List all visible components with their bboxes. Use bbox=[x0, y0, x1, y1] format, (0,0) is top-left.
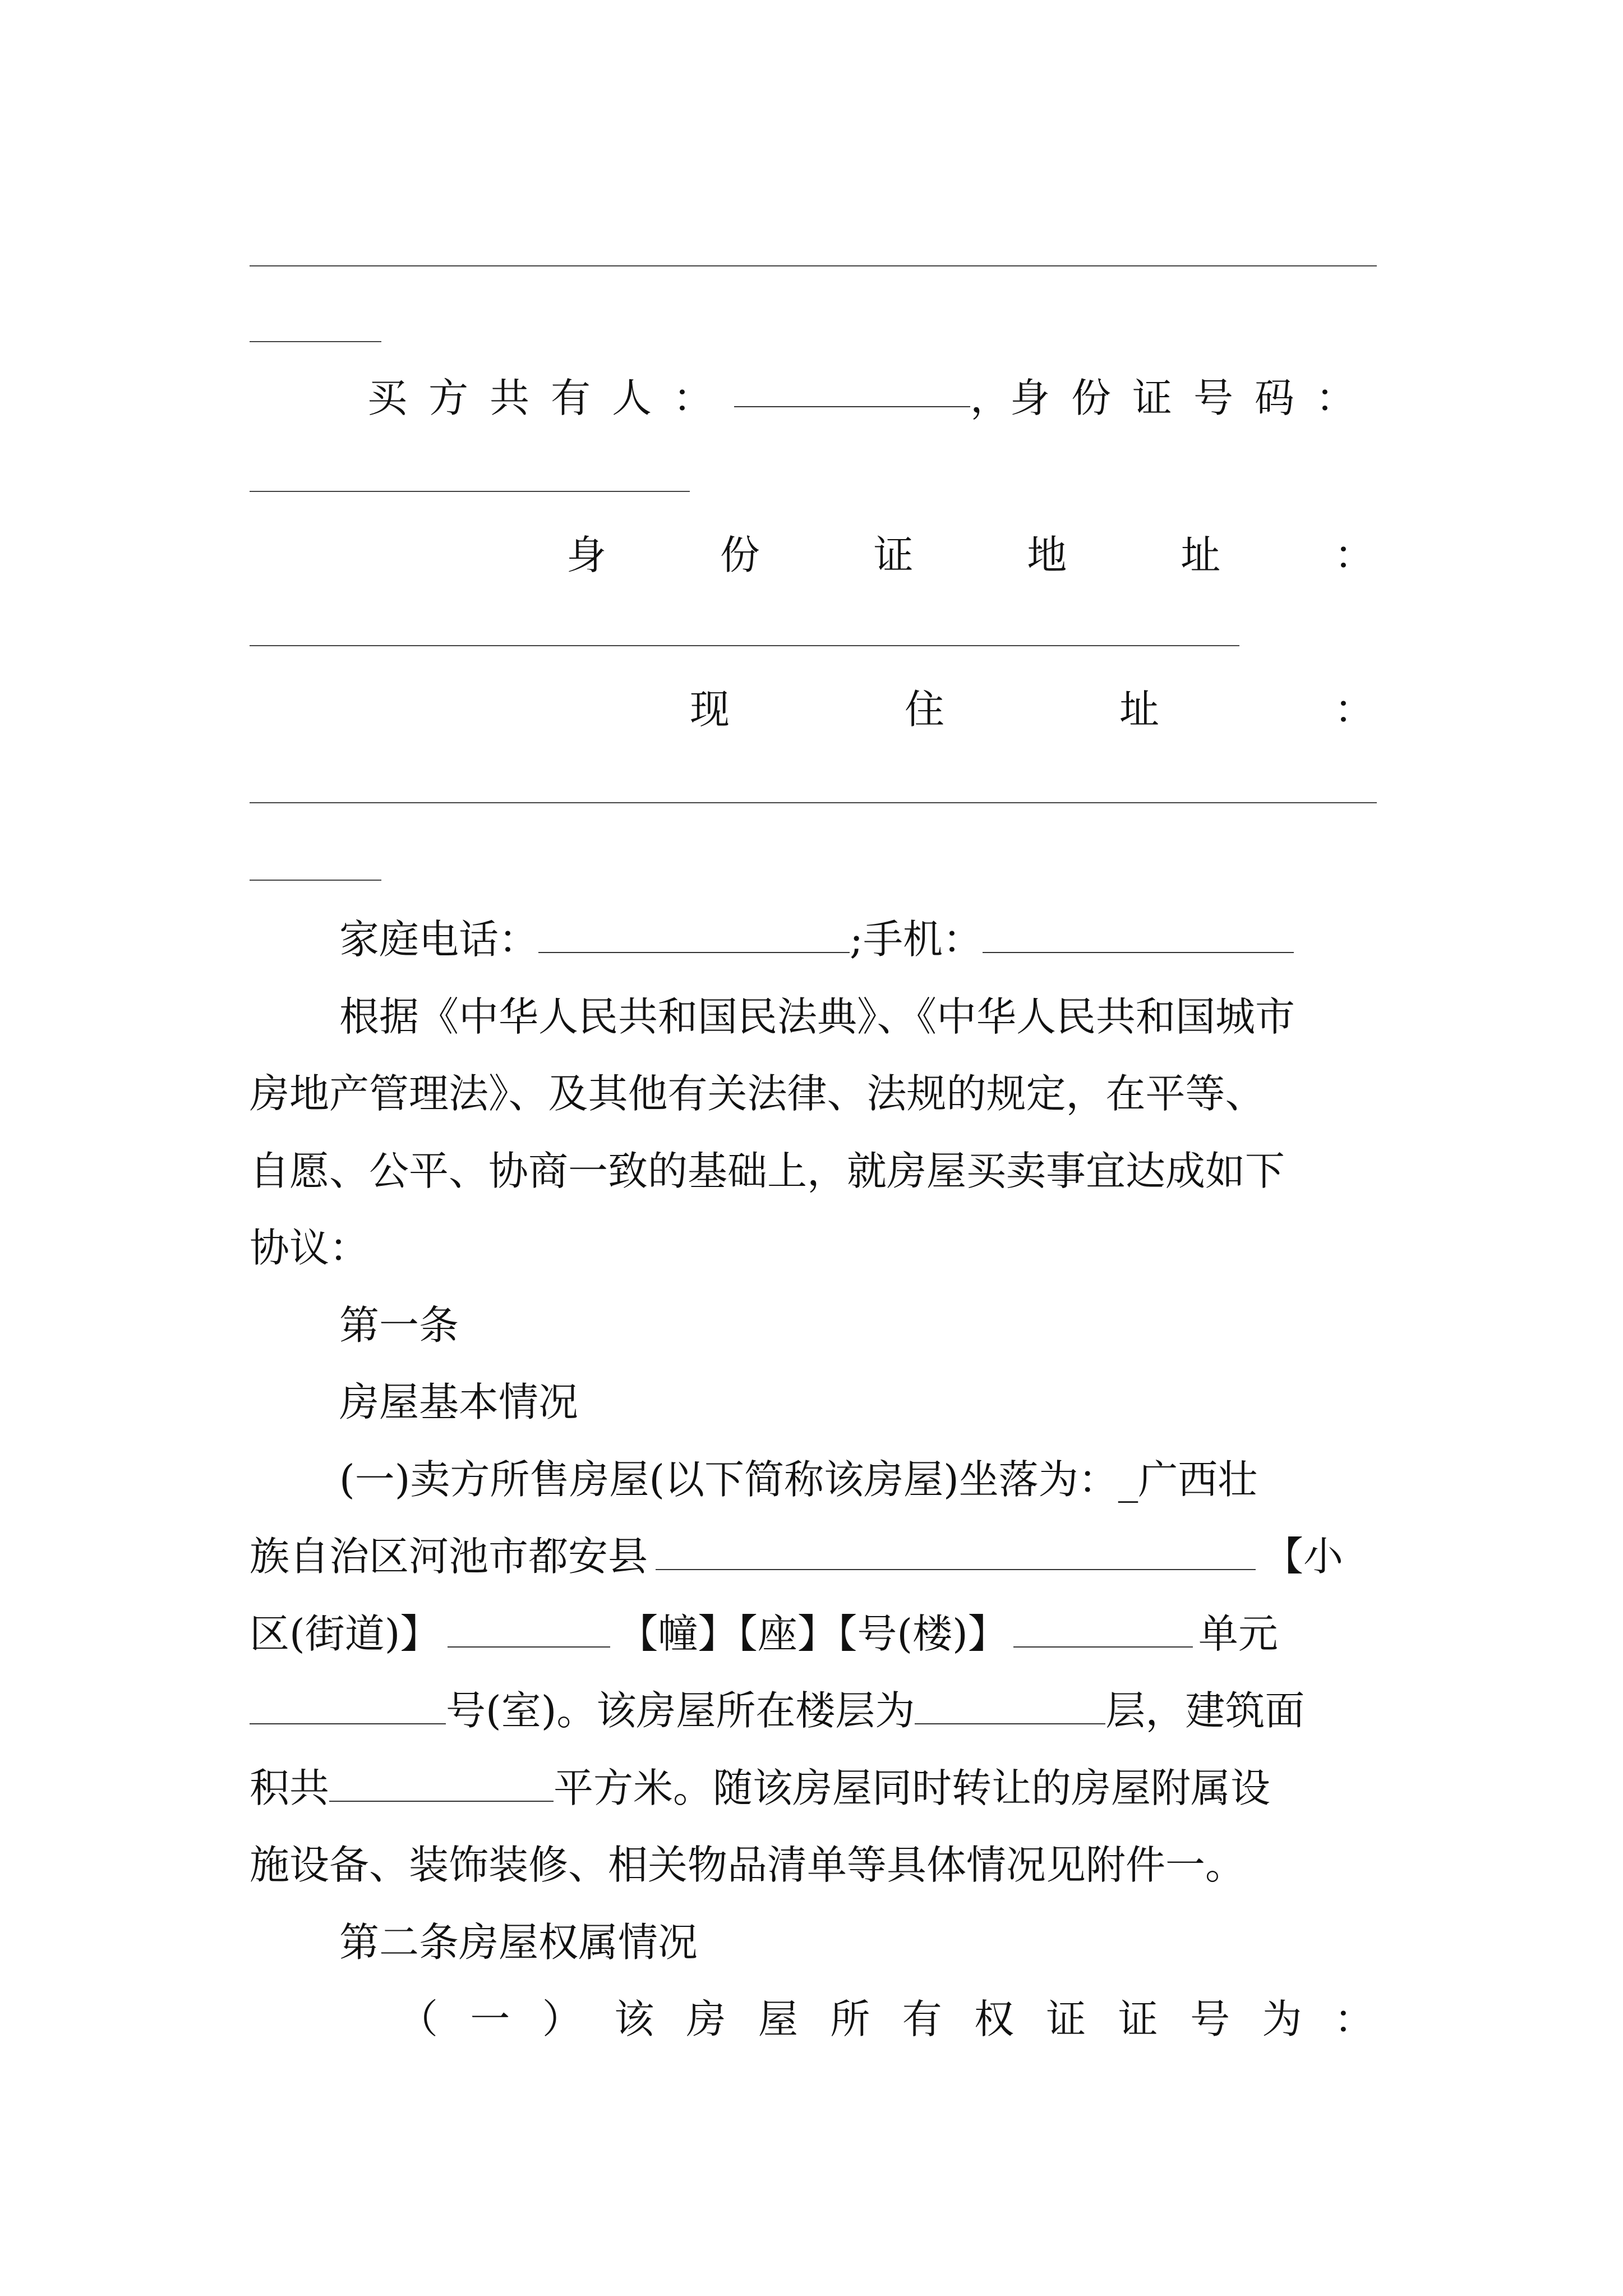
home-phone-blank[interactable] bbox=[538, 916, 850, 953]
char: 为 bbox=[1262, 1996, 1302, 2042]
current-address-line bbox=[690, 682, 1374, 738]
id-address-blank[interactable] bbox=[250, 645, 1239, 646]
area-blank[interactable] bbox=[329, 1765, 554, 1802]
fill-line bbox=[250, 880, 381, 881]
article-heading: 第一条 bbox=[339, 1302, 459, 1349]
char: 址 bbox=[1119, 686, 1159, 733]
co-owner-name-blank[interactable] bbox=[734, 370, 970, 407]
clause-text: 平方米。随该房屋同时转让的房屋附属设 bbox=[554, 1765, 1271, 1811]
clause-text: 【幢】【座】【号(楼)】 bbox=[618, 1611, 1008, 1657]
preamble-line: 根据《中华人民共和国民法典》、《中华人民共和国城市 bbox=[339, 993, 1295, 1040]
buyer-co-owner-line bbox=[367, 370, 1377, 426]
clause-line: 施设备、装饰装修、相关物品清单等具体情况见附件一。 bbox=[250, 1842, 1246, 1888]
clause-text: 层，建筑面 bbox=[1105, 1687, 1305, 1734]
char: 号 bbox=[1190, 1996, 1230, 2042]
char: 地 bbox=[1027, 532, 1067, 578]
district-blank[interactable] bbox=[656, 1533, 1256, 1570]
buyer-co-owner-label: 买方共有人： bbox=[367, 375, 735, 421]
char: （ bbox=[398, 1996, 439, 2042]
id-number-label: 身份证号码： bbox=[1009, 375, 1377, 421]
clause-text: 号(室)。该房屋所在楼层为 bbox=[446, 1687, 915, 1734]
id-number-blank[interactable] bbox=[250, 491, 690, 492]
char: ： bbox=[1334, 1996, 1374, 2042]
clause-line bbox=[250, 1529, 1377, 1585]
char: 身 bbox=[566, 532, 607, 578]
clause-line bbox=[398, 1991, 1374, 2047]
char: ） bbox=[542, 1996, 582, 2042]
preamble-line: 房地产管理法》、及其他有关法律、法规的规定，在平等、 bbox=[250, 1070, 1265, 1117]
char: 权 bbox=[974, 1996, 1015, 2042]
article-title: 房屋基本情况 bbox=[339, 1379, 579, 1425]
char: 屋 bbox=[758, 1996, 798, 2042]
char: 址 bbox=[1181, 532, 1221, 578]
fill-line bbox=[250, 265, 1377, 266]
clause-text: 【小 bbox=[1264, 1533, 1344, 1580]
phones-line bbox=[339, 912, 1467, 968]
preamble-line: 自愿、公平、协商一致的基础上，就房屋买卖事宜达成如下 bbox=[250, 1148, 1285, 1194]
id-address-line bbox=[566, 527, 1374, 583]
community-blank[interactable] bbox=[448, 1611, 610, 1648]
char: ： bbox=[1334, 686, 1374, 733]
char: 证 bbox=[1046, 1996, 1086, 2042]
building-blank[interactable] bbox=[1013, 1611, 1193, 1648]
char: 房 bbox=[686, 1996, 726, 2042]
clause-line bbox=[250, 1683, 1377, 1739]
unit-blank[interactable] bbox=[250, 1687, 446, 1724]
mobile-blank[interactable] bbox=[983, 916, 1294, 953]
fill-line bbox=[250, 341, 381, 342]
mobile-label: 手机： bbox=[863, 916, 983, 963]
comma: ， bbox=[970, 375, 1010, 421]
clause-text: 族自治区河池市都安县 bbox=[250, 1533, 648, 1580]
current-address-blank[interactable] bbox=[250, 802, 1377, 803]
char: 证 bbox=[1118, 1996, 1158, 2042]
char: 份 bbox=[720, 532, 760, 578]
char: 证 bbox=[873, 532, 914, 578]
article-heading: 第二条房屋权属情况 bbox=[339, 1919, 698, 1966]
char: 现 bbox=[690, 686, 730, 733]
preamble-line: 协议： bbox=[250, 1225, 370, 1271]
home-phone-label: 家庭电话： bbox=[339, 916, 539, 963]
clause-text: 单元 bbox=[1198, 1611, 1278, 1657]
char: 住 bbox=[904, 686, 944, 733]
floor-blank[interactable] bbox=[915, 1687, 1105, 1724]
char: 该 bbox=[614, 1996, 654, 2042]
clause-text: 区(街道)】 bbox=[250, 1611, 440, 1657]
char: 所 bbox=[830, 1996, 870, 2042]
clause-line bbox=[250, 1760, 1377, 1816]
char: 一 bbox=[470, 1996, 510, 2042]
clause-line: (一)卖方所售房屋(以下简称该房屋)坐落为：_广西壮 bbox=[339, 1456, 1258, 1503]
clause-text: 积共 bbox=[250, 1765, 330, 1811]
clause-line bbox=[250, 1606, 1377, 1662]
char: 有 bbox=[902, 1996, 942, 2042]
separator: ; bbox=[850, 916, 863, 963]
char: ： bbox=[1334, 532, 1374, 578]
